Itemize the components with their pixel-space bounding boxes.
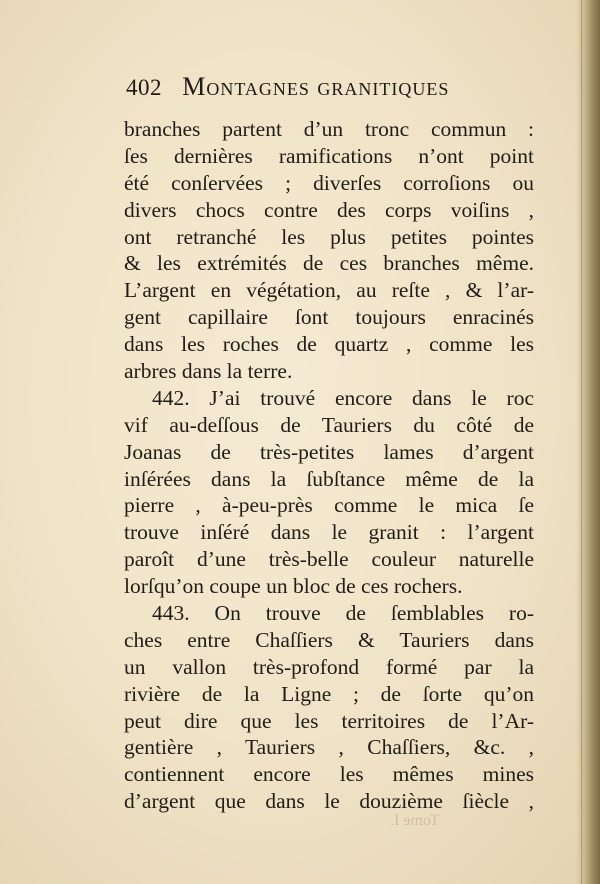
text-line: ſes dernières ramifications n’ont point	[124, 143, 534, 168]
text-line: gent capillaire ſont toujours enracinés	[124, 305, 534, 330]
text-line: ches entre Chaſſiers & Tauriers dans	[124, 627, 534, 652]
text-line: lorſqu’on coupe un bloc de ces rochers.	[124, 574, 463, 599]
page-header	[126, 72, 546, 112]
text-line: gentière , Tauriers , Chaſſiers, &c. ,	[124, 735, 534, 760]
text-line: paroît d’une très-belle couleur naturelle	[124, 547, 534, 572]
text-line: trouve inſéré dans le granit : l’argent	[124, 520, 534, 545]
paragraph-442-start: 442. J’ai trouvé encore dans le roc	[152, 385, 534, 410]
text-line: branches partent d’un tronc commun :	[124, 117, 534, 141]
text-line: ont retranché les plus petites pointes	[124, 224, 534, 249]
page-number: 402	[126, 75, 162, 100]
spine-fold-line	[581, 0, 582, 884]
bleed-through-text: Tome I.	[390, 812, 440, 829]
text-line: & les extrémités de ces branches même.	[124, 251, 534, 276]
text-line: arbres dans la terre.	[124, 359, 293, 384]
text-line: dans les roches de quartz , comme les	[124, 332, 534, 357]
running-title: Montagnes granitiques	[182, 72, 450, 101]
text-line: rivière de la Ligne ; de ſorte qu’on	[124, 681, 534, 706]
text-line: peut dire que les territoires de l’Ar-	[124, 708, 534, 733]
text-line: vif au-deſſous de Tauriers du côté de	[124, 412, 534, 437]
text-line: pierre , à-peu-près comme le mica ſe	[124, 493, 534, 518]
text-line: contiennent encore les mêmes mines	[124, 762, 534, 787]
text-line: inſérées dans la ſubſtance même de la	[124, 466, 534, 491]
paragraph-443-start: 443. On trouve de ſemblables ro-	[152, 601, 534, 626]
body-text	[124, 116, 534, 815]
book-spine-shadow	[576, 0, 600, 884]
text-line: un vallon très-profond formé par la	[124, 654, 534, 679]
text-line: été conſervées ; diverſes corroſions ou	[124, 170, 534, 195]
text-line: divers chocs contre des corps voiſins ,	[124, 197, 534, 222]
text-line: d’argent que dans le douzième ſiècle ,	[124, 789, 534, 814]
text-line: Joanas de très-petites lames d’argent	[124, 439, 534, 464]
text-line: L’argent en végétation, au reſte , & l’ar-	[124, 278, 534, 303]
